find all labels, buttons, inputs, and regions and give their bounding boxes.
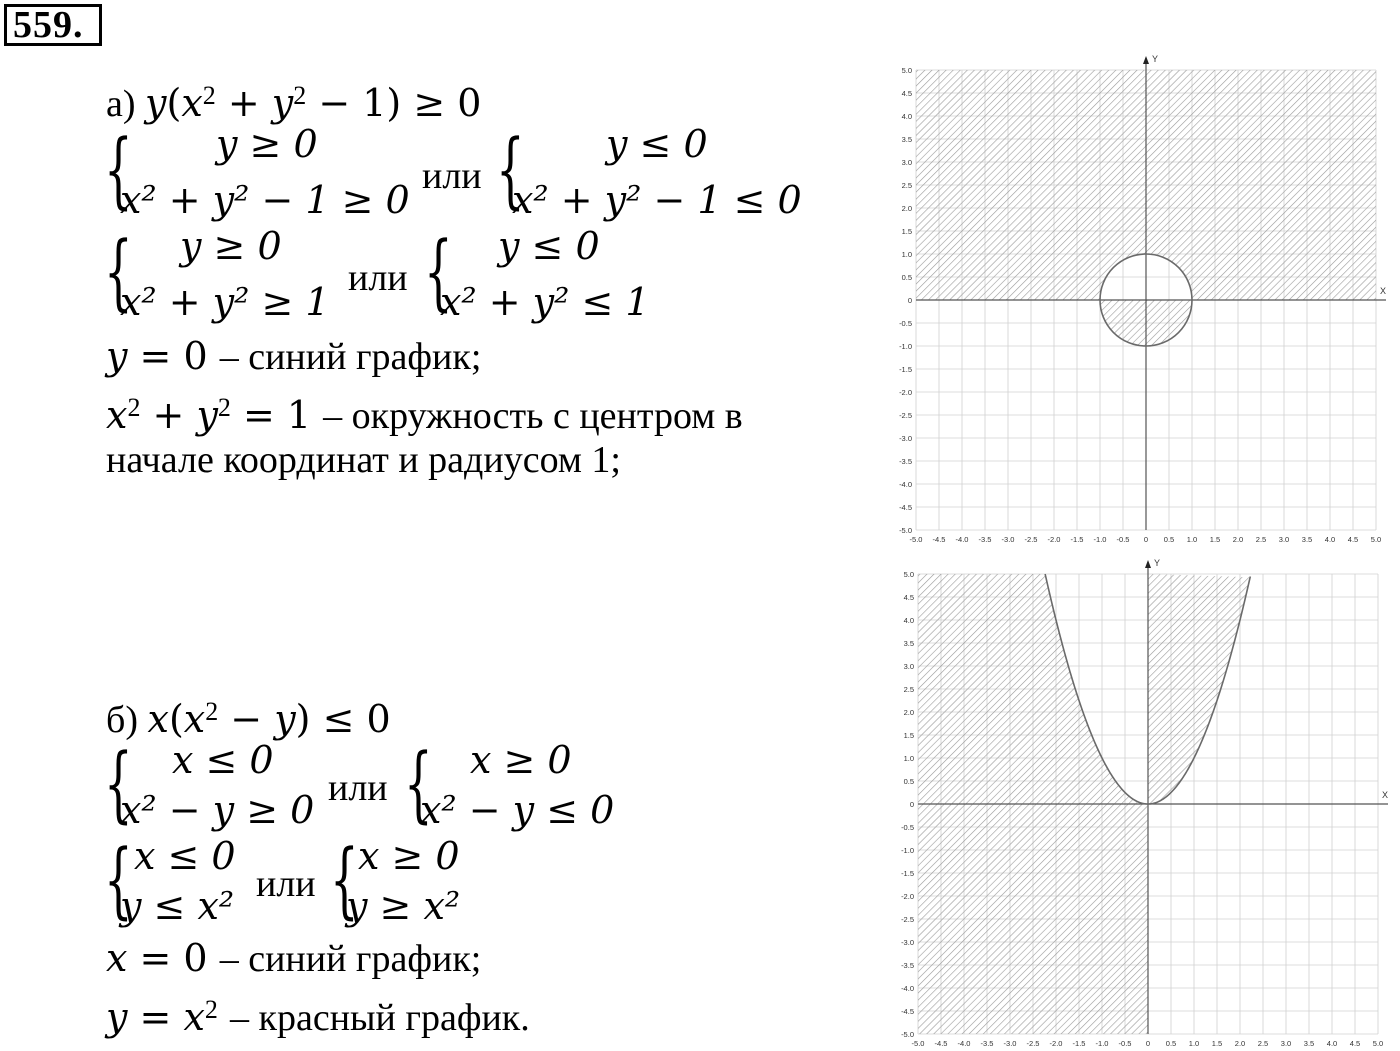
x-tick-label: 1.0 bbox=[1188, 1039, 1200, 1048]
y-tick-label: -3.5 bbox=[899, 457, 912, 466]
y-tick-label: 0.5 bbox=[901, 273, 912, 282]
y-tick-label: 5.0 bbox=[903, 570, 914, 579]
brace-a4: { bbox=[424, 225, 453, 320]
x-tick-label: -0.5 bbox=[1116, 535, 1130, 544]
y-axis-label: Y bbox=[1152, 54, 1159, 64]
y-tick-label: 4.0 bbox=[903, 616, 914, 625]
x-tick-label: 4.0 bbox=[1326, 1039, 1338, 1048]
x-tick-label: 2.5 bbox=[1257, 1039, 1269, 1048]
y-tick-label: -5.0 bbox=[901, 1030, 914, 1039]
x-tick-label: -2.5 bbox=[1026, 1039, 1040, 1048]
y-tick-label: -4.5 bbox=[899, 503, 912, 512]
x-tick-label: 1.5 bbox=[1209, 535, 1221, 544]
y-tick-label: 1.5 bbox=[903, 731, 914, 740]
y-tick-label: -1.5 bbox=[901, 869, 914, 878]
x-tick-label: 4.5 bbox=[1347, 535, 1359, 544]
y-tick-label: -0.5 bbox=[899, 319, 912, 328]
x-tick-label: -4.5 bbox=[934, 1039, 948, 1048]
y-tick-label: -3.5 bbox=[901, 961, 914, 970]
y-tick-label: -2.5 bbox=[901, 915, 914, 924]
y-tick-label: -3.0 bbox=[901, 938, 914, 947]
x-axis-label: X bbox=[1382, 790, 1389, 800]
y-tick-label: 0 bbox=[907, 296, 912, 305]
system-a2-line2: x² + y² − 1 ≤ 0 bbox=[512, 178, 802, 222]
y-tick-label: 2.5 bbox=[903, 685, 914, 694]
x-tick-label: -1.0 bbox=[1093, 535, 1107, 544]
y-tick-label: -4.5 bbox=[901, 1007, 914, 1016]
y-tick-label: 0.5 bbox=[903, 777, 914, 786]
x-tick-label: 4.0 bbox=[1324, 535, 1336, 544]
or-word-a1: или bbox=[422, 155, 482, 197]
x-tick-label: -3.5 bbox=[978, 535, 992, 544]
system-b1-line1: x ≤ 0 bbox=[172, 738, 274, 782]
y-tick-label: 3.0 bbox=[903, 662, 914, 671]
system-b2-line2: x² − y ≤ 0 bbox=[420, 788, 615, 832]
x-tick-label: 3.0 bbox=[1278, 535, 1290, 544]
x-tick-label: 5.0 bbox=[1372, 1039, 1384, 1048]
x-tick-label: 3.5 bbox=[1303, 1039, 1315, 1048]
x-tick-label: -1.5 bbox=[1072, 1039, 1086, 1048]
x-tick-label: 2.0 bbox=[1234, 1039, 1246, 1048]
y-axis-label: Y bbox=[1154, 558, 1161, 568]
x-tick-label: -2.5 bbox=[1024, 535, 1038, 544]
x-tick-label: 3.0 bbox=[1280, 1039, 1292, 1048]
x-tick-label: -0.5 bbox=[1118, 1039, 1132, 1048]
x-tick-label: -2.0 bbox=[1049, 1039, 1063, 1048]
x-tick-label: 1.5 bbox=[1211, 1039, 1223, 1048]
or-word-b1: или bbox=[328, 767, 388, 809]
system-b3-line2: y ≤ x² bbox=[120, 884, 235, 928]
x-tick-label: 0.5 bbox=[1165, 1039, 1177, 1048]
x-tick-label: -4.0 bbox=[955, 535, 969, 544]
system-b3-line1: x ≤ 0 bbox=[134, 834, 236, 878]
x-tick-label: -3.0 bbox=[1001, 535, 1015, 544]
x-tick-label: -5.0 bbox=[911, 1039, 925, 1048]
y-tick-label: -0.5 bbox=[901, 823, 914, 832]
brace-a1: { bbox=[104, 123, 133, 218]
y-tick-label: -1.0 bbox=[901, 846, 914, 855]
part-a-blue-line: y = 0 – синий график; bbox=[106, 334, 482, 378]
part-b-inequality: б) $x(x^2 - y) \le 0$ bbox=[106, 697, 391, 741]
y-tick-label: 1.0 bbox=[903, 754, 914, 763]
y-tick-label: -3.0 bbox=[899, 434, 912, 443]
y-tick-label: 1.5 bbox=[901, 227, 912, 236]
y-tick-label: 4.0 bbox=[901, 112, 912, 121]
system-a3-line1: y ≥ 0 bbox=[180, 224, 282, 268]
x-tick-label: 4.5 bbox=[1349, 1039, 1361, 1048]
x-tick-label: -2.0 bbox=[1047, 535, 1061, 544]
x-axis-label: X bbox=[1380, 286, 1387, 296]
y-tick-label: 5.0 bbox=[901, 66, 912, 75]
brace-b1: { bbox=[104, 737, 133, 832]
graph-circle bbox=[890, 48, 1400, 550]
system-a2-line1: y ≤ 0 bbox=[606, 122, 708, 166]
system-b4-line1: x ≥ 0 bbox=[358, 834, 460, 878]
problem-number: 559. bbox=[4, 4, 102, 46]
y-tick-label: -1.0 bbox=[899, 342, 912, 351]
x-tick-label: 1.0 bbox=[1186, 535, 1198, 544]
part-a-circle-line-2: начале координат и радиусом 1; bbox=[106, 439, 621, 481]
brace-b4: { bbox=[330, 833, 359, 928]
part-b-red-line: $y = x^2$ – красный график. bbox=[106, 995, 530, 1039]
y-tick-label: 2.0 bbox=[903, 708, 914, 717]
system-a4-line1: y ≤ 0 bbox=[498, 224, 600, 268]
system-a3-line2: x² + y² ≥ 1 bbox=[120, 280, 330, 324]
or-word-a2: или bbox=[348, 257, 408, 299]
brace-b2: { bbox=[404, 737, 433, 832]
x-tick-label: 0 bbox=[1145, 1039, 1151, 1048]
y-tick-label: 2.5 bbox=[901, 181, 912, 190]
y-tick-label: -4.0 bbox=[901, 984, 914, 993]
part-b-blue-line: x = 0 – синий график; bbox=[106, 936, 482, 980]
x-tick-label: 3.5 bbox=[1301, 535, 1313, 544]
x-tick-label: 2.5 bbox=[1255, 535, 1267, 544]
y-tick-label: -1.5 bbox=[899, 365, 912, 374]
or-word-b2: или bbox=[256, 863, 316, 905]
y-tick-label: 2.0 bbox=[901, 204, 912, 213]
y-axis-arrow bbox=[1143, 56, 1149, 64]
y-tick-label: -5.0 bbox=[899, 526, 912, 535]
x-tick-label: -4.0 bbox=[957, 1039, 971, 1048]
system-b1-line2: x² − y ≥ 0 bbox=[120, 788, 315, 832]
y-tick-label: 4.5 bbox=[903, 593, 914, 602]
x-tick-label: 0 bbox=[1143, 535, 1149, 544]
y-tick-label: 3.5 bbox=[901, 135, 912, 144]
x-tick-label: -4.5 bbox=[932, 535, 946, 544]
brace-b3: { bbox=[104, 833, 133, 928]
x-tick-label: -3.5 bbox=[980, 1039, 994, 1048]
system-b2-line1: x ≥ 0 bbox=[470, 738, 572, 782]
y-tick-label: 1.0 bbox=[901, 250, 912, 259]
part-b-label: б) bbox=[106, 699, 138, 741]
system-a4-line2: x² + y² ≤ 1 bbox=[440, 280, 650, 324]
y-tick-label: -2.5 bbox=[899, 411, 912, 420]
x-tick-label: 5.0 bbox=[1370, 535, 1382, 544]
part-a-label: а) bbox=[106, 83, 136, 125]
graph-parabola bbox=[890, 554, 1400, 1051]
brace-a3: { bbox=[104, 225, 133, 320]
x-tick-label: -1.5 bbox=[1070, 535, 1084, 544]
brace-a2: { bbox=[496, 123, 525, 218]
y-tick-label: 3.5 bbox=[903, 639, 914, 648]
system-a1-line2: x² + y² − 1 ≥ 0 bbox=[120, 178, 410, 222]
y-tick-label: 4.5 bbox=[901, 89, 912, 98]
x-tick-label: 2.0 bbox=[1232, 535, 1244, 544]
x-tick-label: -5.0 bbox=[909, 535, 923, 544]
y-tick-label: 0 bbox=[909, 800, 914, 809]
system-a1-line1: y ≥ 0 bbox=[216, 122, 318, 166]
system-b4-line2: y ≥ x² bbox=[346, 884, 461, 928]
x-tick-label: -1.0 bbox=[1095, 1039, 1109, 1048]
y-axis-arrow bbox=[1145, 560, 1151, 568]
part-a-inequality: а) $y(x^2 + y^2 - 1) \ge 0$ bbox=[106, 81, 482, 125]
y-tick-label: 3.0 bbox=[901, 158, 912, 167]
y-tick-label: -2.0 bbox=[899, 388, 912, 397]
x-tick-label: -3.0 bbox=[1003, 1039, 1017, 1048]
y-tick-label: -2.0 bbox=[901, 892, 914, 901]
x-tick-label: 0.5 bbox=[1163, 535, 1175, 544]
part-a-circle-line: $x^2 + y^2 = 1$ – окружность с центром в bbox=[106, 393, 743, 437]
y-tick-label: -4.0 bbox=[899, 480, 912, 489]
